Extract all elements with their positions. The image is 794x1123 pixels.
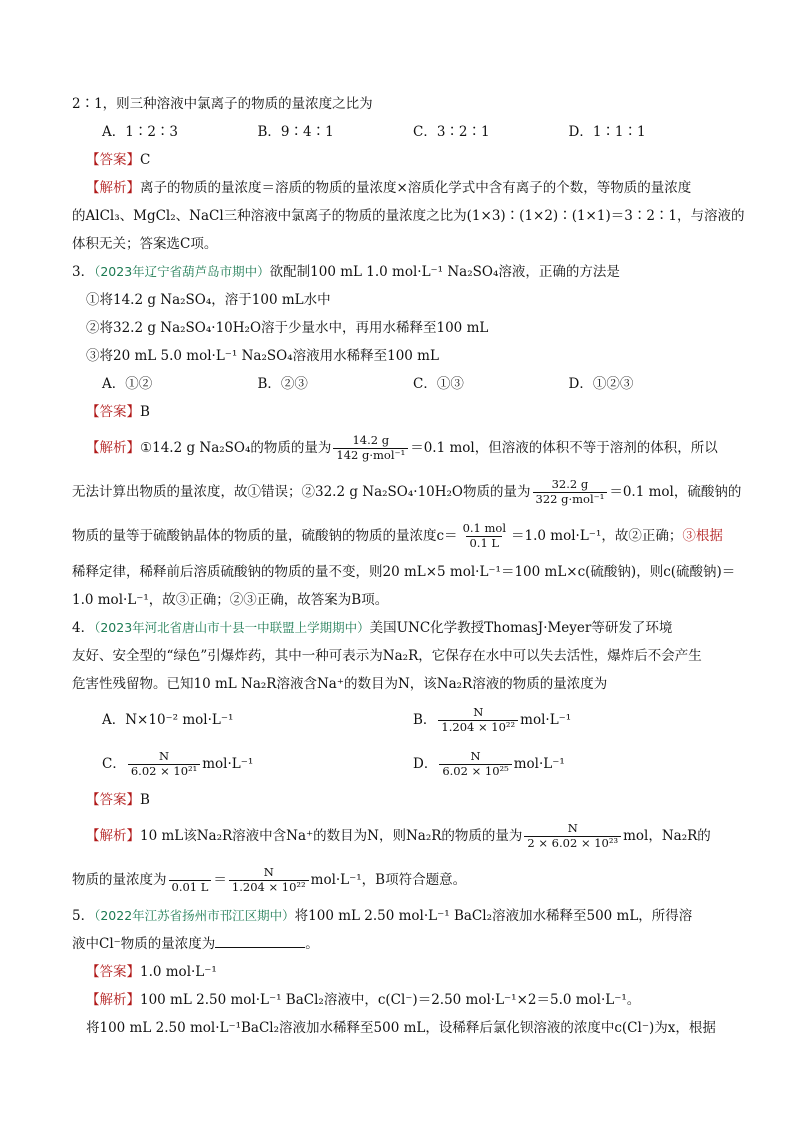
- answer-blank[interactable]: [215, 933, 305, 948]
- analysis-tag: 【解析】: [86, 828, 140, 844]
- q4-options-row2: [72, 742, 724, 786]
- q5-stem-line1: [72, 902, 724, 930]
- q3-answer-value: B: [140, 404, 150, 420]
- q4-analysis-line2: [72, 858, 724, 902]
- q5-answer-value: 1.0 mol·L⁻¹: [140, 964, 217, 980]
- document-page: [72, 90, 745, 1042]
- fraction-denominator: 322 g·mol⁻¹: [533, 492, 608, 506]
- q5-answer: [72, 958, 724, 986]
- answer-tag: 【答案】: [86, 964, 140, 980]
- q4-option-d: [413, 742, 724, 786]
- fraction-numerator: 32.2 g: [551, 477, 589, 492]
- q2-analysis-text1: 离子的物质的量浓度＝溶质的物质的量浓度×溶质化学式中含有离子的个数，等物质的量浓度: [140, 180, 692, 196]
- q4-option-d-fraction: [439, 750, 511, 777]
- q4-analysis-a1-pre: 10 mL该Na₂R溶液中含Na⁺的数目为N，则Na₂R的物质的量为: [140, 828, 523, 844]
- q4-fraction-1: [524, 822, 621, 849]
- q4-options-row1: [72, 698, 724, 742]
- q4-source: （2023年河北省唐山市十县一中联盟上学期期中）: [94, 620, 370, 635]
- analysis-tag: 【解析】: [86, 180, 140, 196]
- q5-stem-line2: [72, 930, 724, 958]
- q3-fraction-3: [460, 522, 509, 549]
- q4-fraction-3: [229, 866, 309, 893]
- fraction-numerator: N: [567, 821, 578, 836]
- q4-option-c: [102, 742, 413, 786]
- fraction-numerator: N: [470, 749, 481, 764]
- fraction-numerator: N: [473, 705, 484, 720]
- answer-tag: 【答案】: [86, 152, 140, 168]
- fraction-denominator: 1.204 × 10²²: [438, 720, 518, 734]
- q3-analysis-line1: [72, 426, 724, 470]
- fraction-denominator: 6.02 × 10²¹: [128, 764, 200, 778]
- q3-analysis-a1-pre: ①14.2 g Na₂SO₄的物质的量为: [140, 440, 332, 456]
- q5-stem-text1: 将100 mL 2.50 mol·L⁻¹ BaCl₂溶液加水稀释至500 mL，所得溶: [294, 908, 693, 924]
- q3-item1: ①将14.2 g Na₂SO₄，溶于100 mL水中: [86, 292, 331, 308]
- q2-stem-tail: 2∶1，则三种溶液中氯离子的物质的量浓度之比为: [72, 96, 373, 112]
- q4-analysis-eq: ＝: [213, 872, 227, 888]
- q3-analysis-a1-post: ＝0.1 mol，但溶液的体积不等于溶剂的体积，所以: [410, 440, 718, 456]
- q4-analysis-a2-pre: 物质的量浓度为: [72, 872, 167, 888]
- q4-stem-text1: 美国UNC化学教授ThomasJ·Meyer等研发了环境: [369, 620, 673, 636]
- q3-option-c: C．①③: [413, 376, 464, 392]
- q5-stem-text2: 液中Cl⁻物质的量浓度为: [72, 936, 216, 952]
- q3-number: 3．: [72, 264, 95, 280]
- q3-analysis-a3-pre: 物质的量等于硫酸钠晶体的物质的量，硫酸钠的物质的量浓度c＝: [72, 528, 458, 544]
- analysis-tag: 【解析】: [86, 992, 140, 1008]
- fraction-denominator: 6.02 × 10²⁵: [439, 764, 511, 778]
- fraction-numerator: N: [159, 749, 170, 764]
- q4-fraction-2: [169, 866, 212, 893]
- fraction-numerator: [185, 866, 195, 879]
- q3-analysis-a3-post: ＝1.0 mol·L⁻¹，故②正确；: [511, 528, 683, 544]
- q3-analysis-line5: 1.0 mol·L⁻¹，故③正确；②③正确，故答案为B项。: [72, 592, 389, 608]
- q2-answer: [72, 146, 724, 174]
- option-label: C．: [102, 756, 126, 772]
- option-label: D．: [413, 756, 438, 772]
- q3-source: （2023年辽宁省葫芦岛市期中）: [94, 264, 270, 279]
- q2-analysis-line2: 的AlCl₃、MgCl₂、NaCl三种溶液中氯离子的物质的量浓度之比为(1×3)∶(1×2)∶(1×1)＝3∶2∶1，与溶液的: [72, 208, 745, 224]
- q2-option-c: C．3∶2∶1: [413, 124, 490, 140]
- q4-option-a: A．N×10⁻² mol·L⁻¹: [102, 712, 234, 728]
- q2-analysis-line3: 体积无关；答案选C项。: [72, 236, 218, 252]
- q3-analysis-a2-post: ＝0.1 mol，硫酸钠的: [609, 484, 742, 500]
- q5-stem-end: 。: [305, 936, 319, 952]
- q2-options: [72, 118, 724, 146]
- q2-option-b: B．9∶4∶1: [257, 124, 334, 140]
- option-unit: mol·L⁻¹: [520, 712, 572, 728]
- q3-option-d: D．①②③: [568, 376, 634, 392]
- q3-analysis-line3: [72, 514, 724, 558]
- q4-option-c-fraction: [128, 750, 200, 777]
- q2-analysis-line1: [72, 174, 724, 202]
- fraction-numerator: 0.1 mol: [462, 521, 507, 536]
- fraction-denominator: 142 g·mol⁻¹: [333, 448, 408, 462]
- q3-fraction-2: [533, 478, 608, 505]
- q3-analysis-line2: [72, 470, 742, 514]
- fraction-denominator: 0.1 L: [466, 536, 502, 550]
- q4-number: 4．: [72, 620, 95, 636]
- q5-analysis-text1: 100 mL 2.50 mol·L⁻¹ BaCl₂溶液中，c(Cl⁻)＝2.50 mol·L⁻¹×2＝5.0 mol·L⁻¹。: [140, 992, 641, 1008]
- fraction-numerator: N: [263, 865, 274, 880]
- q3-answer: [72, 398, 724, 426]
- q4-analysis-line1: [72, 814, 724, 858]
- fraction-denominator: 0.01 L: [169, 880, 212, 894]
- analysis-tag: 【解析】: [86, 440, 140, 456]
- q3-analysis-a3-red: ③根据: [682, 528, 723, 544]
- answer-tag: 【答案】: [86, 792, 140, 808]
- q3-options: [72, 370, 724, 398]
- q5-analysis-line1: [72, 986, 724, 1014]
- q5-analysis-line2: 将100 mL 2.50 mol·L⁻¹BaCl₂溶液加水稀释至500 mL，设稀释后氯化钡溶液的浓度中c(Cl⁻)为x，根据: [86, 1020, 716, 1036]
- q3-option-a: A．①②: [102, 376, 153, 392]
- fraction-denominator: 1.204 × 10²²: [229, 880, 309, 894]
- q3-analysis-line4: 稀释定律，稀释前后溶质硫酸钠的物质的量不变，则20 mL×5 mol·L⁻¹＝100 mL×c(硫酸钠)，则c(硫酸钠)＝: [72, 564, 736, 580]
- q4-analysis-a2-post: mol·L⁻¹，B项符合题意。: [310, 872, 467, 888]
- q4-option-b: [413, 698, 724, 742]
- q3-fraction-1: [333, 434, 408, 461]
- q3-analysis-a2-pre: 无法计算出物质的量浓度，故①错误；②32.2 g Na₂SO₄·10H₂O物质的量为: [72, 484, 531, 500]
- q3-stem-text: 欲配制100 mL 1.0 mol·L⁻¹ Na₂SO₄溶液，正确的方法是: [269, 264, 620, 280]
- q4-option-b-fraction: [438, 706, 518, 733]
- fraction-numerator: 14.2 g: [352, 433, 390, 448]
- q3-stem: [72, 258, 724, 286]
- q3-item2: ②将32.2 g Na₂SO₄·10H₂O溶于少量水中，再用水稀释至100 mL: [86, 320, 489, 336]
- fraction-denominator: 2 × 6.02 × 10²³: [524, 836, 621, 850]
- q4-stem-line2: 友好、安全型的“绿色”引爆炸药，其中一种可表示为Na₂R，它保存在水中可以失去活性，爆炸后不会产生: [72, 648, 702, 664]
- q2-answer-value: C: [140, 152, 151, 168]
- q5-source: （2022年江苏省扬州市邗江区期中）: [94, 908, 295, 923]
- q2-option-d: D．1∶1∶1: [568, 124, 646, 140]
- q2-option-a: A．1∶2∶3: [102, 124, 179, 140]
- q4-analysis-a1-post: mol，Na₂R的: [623, 828, 711, 844]
- answer-tag: 【答案】: [86, 404, 140, 420]
- q4-answer-value: B: [140, 792, 150, 808]
- q3-option-b: B．②③: [257, 376, 308, 392]
- option-label: B．: [413, 712, 437, 728]
- option-unit: mol·L⁻¹: [202, 756, 254, 772]
- q4-stem-line3: 危害性残留物。已知10 mL Na₂R溶液含Na⁺的数目为N，该Na₂R溶液的物质的量浓度为: [72, 676, 608, 692]
- q4-stem-line1: [72, 614, 724, 642]
- q4-answer: [72, 786, 724, 814]
- q5-number: 5．: [72, 908, 95, 924]
- option-unit: mol·L⁻¹: [513, 756, 565, 772]
- q3-item3: ③将20 mL 5.0 mol·L⁻¹ Na₂SO₄溶液用水稀释至100 mL: [86, 348, 439, 364]
